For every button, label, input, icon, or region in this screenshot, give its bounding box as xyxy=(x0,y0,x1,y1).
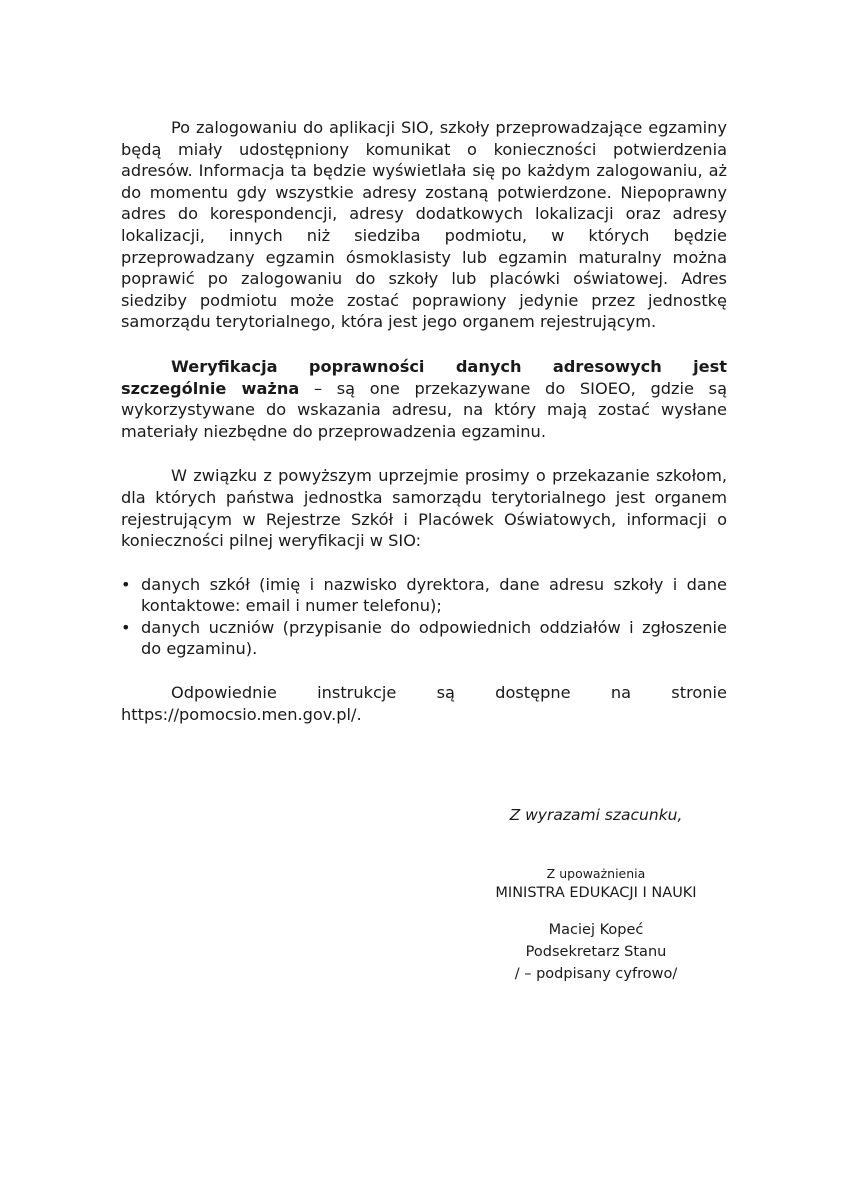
paragraph-request: W związku z powyższym uprzejmie prosimy o przekazanie szkołom, dla których państwa jednostka samorządu terytorialnego jest organem rejestrującym w Rejestrze Szkół i Placówek Oświatowych, informacji o konieczności pilnej weryfikacji w SIO: xyxy=(121,466,727,551)
signature-block xyxy=(470,866,722,985)
closing-salutation: Z wyrazami szacunku, xyxy=(509,806,683,824)
list-item-student-data: • danych uczniów (przypisanie do odpowiednich oddziałów i zgłoszenie do egzaminu). xyxy=(121,617,727,660)
signatory-title: Podsekretarz Stanu xyxy=(525,944,667,960)
instructions-url[interactable]: https://pomocsio.men.gov.pl/. xyxy=(121,704,362,724)
paragraph-verification-importance xyxy=(121,356,727,442)
digital-signature-note: / – podpisany cyfrowo/ xyxy=(514,966,678,982)
instructions-line: Odpowiednie instrukcje są dostępne na stronie xyxy=(171,683,727,703)
signatory-name: Maciej Kopeć xyxy=(548,922,644,938)
verification-details: – są one przekazywane do SIOEO, gdzie są wykorzystywane do wskazania adresu, na który mają zostać wysłane materiały niezbędne do przeprowadzenia egzaminu. xyxy=(121,378,728,441)
verification-list xyxy=(121,574,727,660)
ministry-name: MINISTRA EDUKACJI I NAUKI xyxy=(495,885,697,901)
list-item-school-data: • danych szkół (imię i nazwisko dyrektora, dane adresu szkoły i dane kontaktowe: email i numer telefonu); xyxy=(121,574,727,617)
letter-body xyxy=(121,117,727,725)
verification-emphasis: Weryfikacja poprawności danych adresowych jest szczególnie ważna xyxy=(121,356,727,398)
authorization-label: Z upoważnienia xyxy=(546,866,646,881)
paragraph-address-confirmation: Po zalogowaniu do aplikacji SIO, szkoły przeprowadzające egzaminy będą miały udostępniony komunikat o konieczności potwierdzenia adresów. Informacja ta będzie wyświetlała się po każdym zalogowaniu, aż do momentu gdy wszystkie adresy zostaną potwierdzone. Niepoprawny adres do korespondencji, adresy dodatkowych lokalizacji oraz adresy lokalizacji, innych niż siedziba podmiotu, w których będzie przeprowadzany egzamin ósmoklasisty lub egzamin maturalny można poprawić po zalogowaniu do szkoły lub placówki oświatowej. Adres siedziby podmiotu może zostać poprawiony jedynie przez jednostkę samorządu terytorialnego, która jest jego organem rejestrującym. xyxy=(121,118,727,332)
